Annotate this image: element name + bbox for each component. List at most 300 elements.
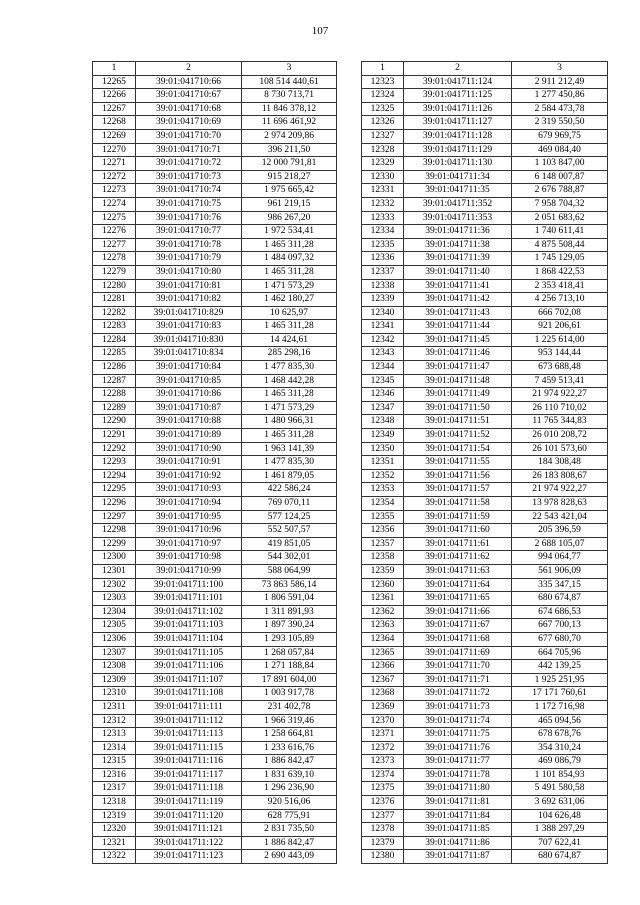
- value-cell: 953 144,44: [512, 347, 608, 361]
- table-row: [362, 252, 608, 266]
- row-number-cell: 12288: [93, 388, 136, 402]
- row-number-cell: 12333: [362, 211, 404, 225]
- value-cell: 679 969,75: [512, 129, 608, 143]
- cadastral-number-cell: 39:01:041711:116: [136, 755, 242, 769]
- table-row: [362, 551, 608, 565]
- table-row: [362, 211, 608, 225]
- row-number-cell: 12368: [362, 687, 404, 701]
- table-row: [93, 809, 337, 823]
- cadastral-number-cell: 39:01:041711:36: [404, 225, 512, 239]
- table-row: [93, 442, 337, 456]
- table-row: [362, 687, 608, 701]
- row-number-cell: 12344: [362, 361, 404, 375]
- cadastral-number-cell: 39:01:041711:130: [404, 157, 512, 171]
- value-cell: 628 775,91: [242, 809, 337, 823]
- table-row: [93, 225, 337, 239]
- value-cell: 6 148 007,87: [512, 170, 608, 184]
- cadastral-number-cell: 39:01:041711:102: [136, 605, 242, 619]
- table-row: [93, 143, 337, 157]
- row-number-cell: 12292: [93, 442, 136, 456]
- value-cell: 11 765 344,83: [512, 415, 608, 429]
- row-number-cell: 12376: [362, 796, 404, 810]
- cadastral-number-cell: 39:01:041710:78: [136, 238, 242, 252]
- table-row: [93, 279, 337, 293]
- table-row: [362, 524, 608, 538]
- row-number-cell: 12374: [362, 768, 404, 782]
- cadastral-number-cell: 39:01:041711:43: [404, 306, 512, 320]
- row-number-cell: 12358: [362, 551, 404, 565]
- value-cell: 17 891 604,00: [242, 673, 337, 687]
- cadastral-number-cell: 39:01:041711:42: [404, 293, 512, 307]
- cadastral-number-cell: 39:01:041711:45: [404, 333, 512, 347]
- cadastral-number-cell: 39:01:041710:97: [136, 537, 242, 551]
- row-number-cell: 12369: [362, 700, 404, 714]
- table-row: [93, 157, 337, 171]
- row-number-cell: 12356: [362, 524, 404, 538]
- table-row: [362, 823, 608, 837]
- table-row: [93, 497, 337, 511]
- value-cell: 422 586,24: [242, 483, 337, 497]
- row-number-cell: 12299: [93, 537, 136, 551]
- cadastral-number-cell: 39:01:041710:80: [136, 265, 242, 279]
- cadastral-number-cell: 39:01:041711:51: [404, 415, 512, 429]
- value-cell: 1 806 591,04: [242, 592, 337, 606]
- cadastral-number-cell: 39:01:041710:88: [136, 415, 242, 429]
- value-cell: 1 745 129,05: [512, 252, 608, 266]
- table-row: [362, 265, 608, 279]
- cadastral-number-cell: 39:01:041710:72: [136, 157, 242, 171]
- cadastral-number-cell: 39:01:041711:78: [404, 768, 512, 782]
- table-row: [93, 320, 337, 334]
- row-number-cell: 12345: [362, 374, 404, 388]
- table-row: [362, 592, 608, 606]
- row-number-cell: 12352: [362, 469, 404, 483]
- cadastral-number-cell: 39:01:041711:65: [404, 592, 512, 606]
- table-row: [362, 755, 608, 769]
- value-cell: 285 298,16: [242, 347, 337, 361]
- cadastral-number-cell: 39:01:041711:113: [136, 728, 242, 742]
- value-cell: 1 465 311,28: [242, 388, 337, 402]
- row-number-cell: 12316: [93, 768, 136, 782]
- cadastral-number-cell: 39:01:041710:79: [136, 252, 242, 266]
- value-cell: 673 688,48: [512, 361, 608, 375]
- row-number-cell: 12350: [362, 442, 404, 456]
- value-cell: 1 480 966,31: [242, 415, 337, 429]
- table-row: [362, 836, 608, 850]
- table-row: [93, 741, 337, 755]
- table-row: [362, 673, 608, 687]
- value-cell: 354 310,24: [512, 741, 608, 755]
- table-row: [362, 768, 608, 782]
- row-number-cell: 12297: [93, 510, 136, 524]
- value-cell: 26 110 710,02: [512, 401, 608, 415]
- value-cell: 2 831 735,50: [242, 823, 337, 837]
- table-row: [93, 714, 337, 728]
- row-number-cell: 12274: [93, 197, 136, 211]
- table-row: [362, 605, 608, 619]
- table-row: [93, 768, 337, 782]
- table-row: [362, 442, 608, 456]
- cadastral-number-cell: 39:01:041711:67: [404, 619, 512, 633]
- row-number-cell: 12273: [93, 184, 136, 198]
- row-number-cell: 12312: [93, 714, 136, 728]
- value-cell: 419 851,05: [242, 537, 337, 551]
- value-cell: 1 477 835,30: [242, 361, 337, 375]
- row-number-cell: 12265: [93, 75, 136, 89]
- table-row: [93, 755, 337, 769]
- table-row: [93, 211, 337, 225]
- value-cell: 961 219,15: [242, 197, 337, 211]
- row-number-cell: 12355: [362, 510, 404, 524]
- cadastral-number-cell: 39:01:041711:77: [404, 755, 512, 769]
- row-number-cell: 12318: [93, 796, 136, 810]
- value-cell: 1 268 057,84: [242, 646, 337, 660]
- value-cell: 544 302,01: [242, 551, 337, 565]
- row-number-cell: 12311: [93, 700, 136, 714]
- row-number-cell: 12282: [93, 306, 136, 320]
- cadastral-number-cell: 39:01:041710:92: [136, 469, 242, 483]
- table-row: [362, 714, 608, 728]
- cadastral-number-cell: 39:01:041710:834: [136, 347, 242, 361]
- value-cell: 335 347,15: [512, 578, 608, 592]
- cadastral-number-cell: 39:01:041711:127: [404, 116, 512, 130]
- value-cell: 465 094,56: [512, 714, 608, 728]
- row-number-cell: 12268: [93, 116, 136, 130]
- table-row: [362, 632, 608, 646]
- row-number-cell: 12340: [362, 306, 404, 320]
- table-row: [362, 619, 608, 633]
- row-number-cell: 12349: [362, 429, 404, 443]
- row-number-cell: 12284: [93, 333, 136, 347]
- value-cell: 1 897 390,24: [242, 619, 337, 633]
- value-cell: 1 972 534,41: [242, 225, 337, 239]
- value-cell: 1 465 311,28: [242, 429, 337, 443]
- row-number-cell: 12330: [362, 170, 404, 184]
- value-cell: 2 688 105,07: [512, 537, 608, 551]
- value-cell: 1 975 665,42: [242, 184, 337, 198]
- value-cell: 13 978 828,63: [512, 497, 608, 511]
- value-cell: 26 101 573,60: [512, 442, 608, 456]
- value-cell: 469 086,79: [512, 755, 608, 769]
- cadastral-number-cell: 39:01:041711:86: [404, 836, 512, 850]
- cadastral-number-cell: 39:01:041711:60: [404, 524, 512, 538]
- table-row: [362, 89, 608, 103]
- table-row: [93, 510, 337, 524]
- cadastral-number-cell: 39:01:041711:117: [136, 768, 242, 782]
- cadastral-number-cell: 39:01:041711:69: [404, 646, 512, 660]
- value-cell: 561 906,09: [512, 564, 608, 578]
- table-row: [93, 823, 337, 837]
- value-cell: 920 516,06: [242, 796, 337, 810]
- table-row: [362, 116, 608, 130]
- value-cell: 667 700,13: [512, 619, 608, 633]
- value-cell: 4 256 713,10: [512, 293, 608, 307]
- value-cell: 12 000 791,81: [242, 157, 337, 171]
- value-cell: 2 353 418,41: [512, 279, 608, 293]
- cadastral-number-cell: 39:01:041710:86: [136, 388, 242, 402]
- table-row: [362, 660, 608, 674]
- table-row: [93, 578, 337, 592]
- value-cell: 1 740 611,41: [512, 225, 608, 239]
- row-number-cell: 12286: [93, 361, 136, 375]
- table-row: [93, 632, 337, 646]
- row-number-cell: 12360: [362, 578, 404, 592]
- row-number-cell: 12326: [362, 116, 404, 130]
- cadastral-number-cell: 39:01:041711:128: [404, 129, 512, 143]
- value-cell: 21 974 922,27: [512, 388, 608, 402]
- cadastral-number-cell: 39:01:041711:64: [404, 578, 512, 592]
- page-number: 107: [311, 25, 329, 37]
- cadastral-number-cell: 39:01:041711:40: [404, 265, 512, 279]
- value-cell: 442 139,25: [512, 660, 608, 674]
- table-row: [93, 388, 337, 402]
- row-number-cell: 12353: [362, 483, 404, 497]
- cadastral-number-cell: 39:01:041710:84: [136, 361, 242, 375]
- table-row: [93, 361, 337, 375]
- value-cell: 986 267,20: [242, 211, 337, 225]
- table-row: [93, 293, 337, 307]
- value-cell: 2 690 443,09: [242, 850, 337, 864]
- row-number-cell: 12328: [362, 143, 404, 157]
- row-number-cell: 12275: [93, 211, 136, 225]
- row-number-cell: 12348: [362, 415, 404, 429]
- table-row: [93, 524, 337, 538]
- table-row: [362, 564, 608, 578]
- value-cell: 17 171 760,61: [512, 687, 608, 701]
- cadastral-number-cell: 39:01:041710:95: [136, 510, 242, 524]
- value-cell: 678 678,76: [512, 728, 608, 742]
- value-cell: 2 584 473,78: [512, 102, 608, 116]
- table-row: [362, 333, 608, 347]
- value-cell: 5 491 580,58: [512, 782, 608, 796]
- value-cell: 1 966 319,46: [242, 714, 337, 728]
- value-cell: 1 101 854,93: [512, 768, 608, 782]
- cadastral-number-cell: 39:01:041711:122: [136, 836, 242, 850]
- table-row: [93, 401, 337, 415]
- row-number-cell: 12373: [362, 755, 404, 769]
- table-row: [362, 796, 608, 810]
- value-cell: 7 958 704,32: [512, 197, 608, 211]
- table-row: [362, 143, 608, 157]
- table-row: [93, 687, 337, 701]
- value-cell: 2 974 209,86: [242, 129, 337, 143]
- row-number-cell: 12377: [362, 809, 404, 823]
- row-number-cell: 12291: [93, 429, 136, 443]
- cadastral-number-cell: 39:01:041711:103: [136, 619, 242, 633]
- value-cell: 26 183 808,67: [512, 469, 608, 483]
- cadastral-number-cell: 39:01:041710:90: [136, 442, 242, 456]
- table-row: [362, 102, 608, 116]
- row-number-cell: 12296: [93, 497, 136, 511]
- cadastral-number-cell: 39:01:041710:830: [136, 333, 242, 347]
- value-cell: 104 626,48: [512, 809, 608, 823]
- value-cell: 2 319 550,50: [512, 116, 608, 130]
- table-row: [93, 197, 337, 211]
- value-cell: 4 875 508,44: [512, 238, 608, 252]
- cadastral-number-cell: 39:01:041711:112: [136, 714, 242, 728]
- registry-table-left: [92, 61, 337, 864]
- value-cell: 1 296 236,90: [242, 782, 337, 796]
- row-number-cell: 12336: [362, 252, 404, 266]
- cadastral-number-cell: 39:01:041711:115: [136, 741, 242, 755]
- value-cell: 1 277 450,86: [512, 89, 608, 103]
- row-number-cell: 12341: [362, 320, 404, 334]
- value-cell: 1 465 311,28: [242, 265, 337, 279]
- table-row: [93, 483, 337, 497]
- row-number-cell: 12320: [93, 823, 136, 837]
- value-cell: 2 051 683,62: [512, 211, 608, 225]
- value-cell: 2 911 212,49: [512, 75, 608, 89]
- cadastral-number-cell: 39:01:041710:82: [136, 293, 242, 307]
- cadastral-number-cell: 39:01:041710:75: [136, 197, 242, 211]
- table-row: [362, 225, 608, 239]
- row-number-cell: 12289: [93, 401, 136, 415]
- table-row: [93, 170, 337, 184]
- value-cell: 8 730 713,71: [242, 89, 337, 103]
- cadastral-number-cell: 39:01:041711:55: [404, 456, 512, 470]
- row-number-cell: 12277: [93, 238, 136, 252]
- table-row: [93, 415, 337, 429]
- row-number-cell: 12281: [93, 293, 136, 307]
- row-number-cell: 12335: [362, 238, 404, 252]
- column-header-value: 3: [242, 62, 337, 76]
- cadastral-number-cell: 39:01:041711:68: [404, 632, 512, 646]
- cadastral-number-cell: 39:01:041711:38: [404, 238, 512, 252]
- cadastral-number-cell: 39:01:041710:98: [136, 551, 242, 565]
- row-number-cell: 12362: [362, 605, 404, 619]
- table-row: [362, 361, 608, 375]
- table-row: [93, 660, 337, 674]
- table-row: [362, 279, 608, 293]
- table-row: [93, 333, 337, 347]
- cadastral-number-cell: 39:01:041710:71: [136, 143, 242, 157]
- cadastral-number-cell: 39:01:041711:106: [136, 660, 242, 674]
- cadastral-number-cell: 39:01:041711:108: [136, 687, 242, 701]
- cadastral-number-cell: 39:01:041711:124: [404, 75, 512, 89]
- cadastral-number-cell: 39:01:041710:77: [136, 225, 242, 239]
- value-cell: 1 172 716,98: [512, 700, 608, 714]
- table-row: [362, 170, 608, 184]
- value-cell: 1 471 573,29: [242, 279, 337, 293]
- row-number-cell: 12324: [362, 89, 404, 103]
- value-cell: 1 293 105,89: [242, 632, 337, 646]
- table-row: [362, 157, 608, 171]
- cadastral-number-cell: 39:01:041710:93: [136, 483, 242, 497]
- value-cell: 1 484 097,32: [242, 252, 337, 266]
- table-row: [362, 415, 608, 429]
- value-cell: 588 064,99: [242, 564, 337, 578]
- row-number-cell: 12271: [93, 157, 136, 171]
- row-number-cell: 12306: [93, 632, 136, 646]
- cadastral-number-cell: 39:01:041711:72: [404, 687, 512, 701]
- value-cell: 680 674,87: [512, 592, 608, 606]
- cadastral-number-cell: 39:01:041711:57: [404, 483, 512, 497]
- value-cell: 1 271 188,84: [242, 660, 337, 674]
- value-cell: 577 124,25: [242, 510, 337, 524]
- column-header-cadastral-number: 2: [136, 62, 242, 76]
- value-cell: 1 258 664,81: [242, 728, 337, 742]
- table-row: [362, 741, 608, 755]
- table-row: [362, 700, 608, 714]
- row-number-cell: 12364: [362, 632, 404, 646]
- cadastral-number-cell: 39:01:041711:70: [404, 660, 512, 674]
- value-cell: 769 070,11: [242, 497, 337, 511]
- cadastral-number-cell: 39:01:041711:104: [136, 632, 242, 646]
- row-number-cell: 12322: [93, 850, 136, 864]
- table-row: [362, 388, 608, 402]
- row-number-cell: 12319: [93, 809, 136, 823]
- cadastral-number-cell: 39:01:041711:353: [404, 211, 512, 225]
- value-cell: 1 388 297,29: [512, 823, 608, 837]
- table-row: [362, 184, 608, 198]
- table-header-row: [362, 62, 608, 76]
- cadastral-number-cell: 39:01:041711:81: [404, 796, 512, 810]
- value-cell: 11 696 461,92: [242, 116, 337, 130]
- table-row: [93, 347, 337, 361]
- row-number-cell: 12372: [362, 741, 404, 755]
- row-number-cell: 12266: [93, 89, 136, 103]
- row-number-cell: 12308: [93, 660, 136, 674]
- value-cell: 3 692 631,06: [512, 796, 608, 810]
- table-row: [362, 483, 608, 497]
- row-number-cell: 12272: [93, 170, 136, 184]
- row-number-cell: 12331: [362, 184, 404, 198]
- table-row: [362, 401, 608, 415]
- value-cell: 1 225 614,00: [512, 333, 608, 347]
- cadastral-number-cell: 39:01:041711:101: [136, 592, 242, 606]
- value-cell: 1 886 842,47: [242, 836, 337, 850]
- value-cell: 680 674,87: [512, 850, 608, 864]
- table-row: [93, 782, 337, 796]
- table-row: [93, 75, 337, 89]
- value-cell: 1 963 141,39: [242, 442, 337, 456]
- row-number-cell: 12379: [362, 836, 404, 850]
- row-number-cell: 12327: [362, 129, 404, 143]
- row-number-cell: 12361: [362, 592, 404, 606]
- row-number-cell: 12269: [93, 129, 136, 143]
- table-row: [93, 850, 337, 864]
- table-row: [362, 782, 608, 796]
- cadastral-number-cell: 39:01:041711:107: [136, 673, 242, 687]
- value-cell: 552 507,57: [242, 524, 337, 538]
- cadastral-number-cell: 39:01:041710:829: [136, 306, 242, 320]
- row-number-cell: 12304: [93, 605, 136, 619]
- table-row: [93, 184, 337, 198]
- table-row: [362, 728, 608, 742]
- value-cell: 1 462 180,27: [242, 293, 337, 307]
- row-number-cell: 12287: [93, 374, 136, 388]
- row-number-cell: 12329: [362, 157, 404, 171]
- cadastral-number-cell: 39:01:041711:63: [404, 564, 512, 578]
- value-cell: 184 308,48: [512, 456, 608, 470]
- cadastral-number-cell: 39:01:041711:39: [404, 252, 512, 266]
- row-number-cell: 12380: [362, 850, 404, 864]
- table-row: [93, 728, 337, 742]
- cadastral-number-cell: 39:01:041711:75: [404, 728, 512, 742]
- row-number-cell: 12305: [93, 619, 136, 633]
- table-row: [362, 306, 608, 320]
- cadastral-number-cell: 39:01:041711:87: [404, 850, 512, 864]
- table-row: [93, 265, 337, 279]
- value-cell: 231 402,78: [242, 700, 337, 714]
- row-number-cell: 12367: [362, 673, 404, 687]
- row-number-cell: 12346: [362, 388, 404, 402]
- cadastral-number-cell: 39:01:041711:71: [404, 673, 512, 687]
- row-number-cell: 12307: [93, 646, 136, 660]
- cadastral-number-cell: 39:01:041710:94: [136, 497, 242, 511]
- table-row: [93, 102, 337, 116]
- value-cell: 2 676 788,87: [512, 184, 608, 198]
